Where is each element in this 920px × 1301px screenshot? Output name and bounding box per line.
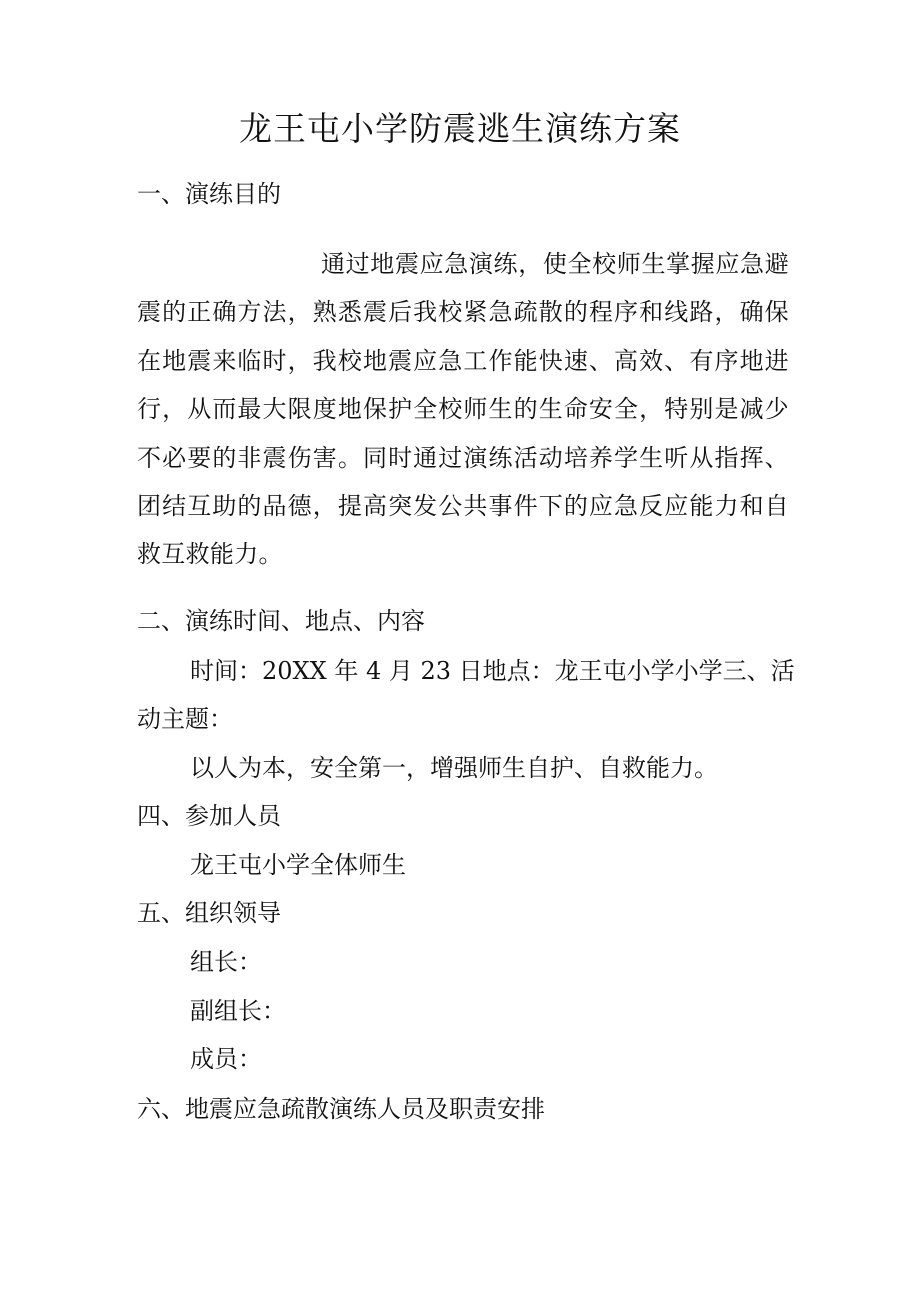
- section-6-heading: 六、地震应急疏散演练人员及职责安排: [137, 1095, 545, 1123]
- section-3-theme-text: 以人为本，安全第一，增强师生自护、自救能力。: [190, 754, 718, 782]
- section-2-time-place-line: 时间：20XX 年 4 月 23 日地点：龙王屯小学小学三、活: [190, 657, 795, 685]
- section-1-heading: 一、演练目的: [137, 180, 281, 208]
- section-5-members: 成员：: [190, 1045, 262, 1073]
- section-5-leader: 组长：: [190, 948, 262, 976]
- section-4-heading: 四、参加人员: [137, 802, 281, 830]
- section-2-heading: 二、演练时间、地点、内容: [137, 607, 425, 635]
- section-5-deputy: 副组长：: [190, 997, 286, 1025]
- section-1-paragraph: 通过地震应急演练，使全校师生掌握应急避震的正确方法，熟悉震后我校紧急疏散的程序和线路，确保在地震来临时，我校地震应急工作能快速、高效、有序地进行，从而最大限度地保护全校师生的生命安全，特别是减少不必要的非震伤害。同时通过演练活动培养学生听从指挥、团结互助的品德，提高突发公共事件下的应急反应能力和自救互救能力。: [137, 250, 789, 569]
- document-title: 龙王屯小学防震逃生演练方案: [239, 109, 681, 148]
- section-4-content: 龙王屯小学全体师生: [190, 851, 406, 879]
- section-5-heading: 五、组织领导: [137, 899, 281, 927]
- section-3-theme-label: 动主题：: [137, 705, 233, 733]
